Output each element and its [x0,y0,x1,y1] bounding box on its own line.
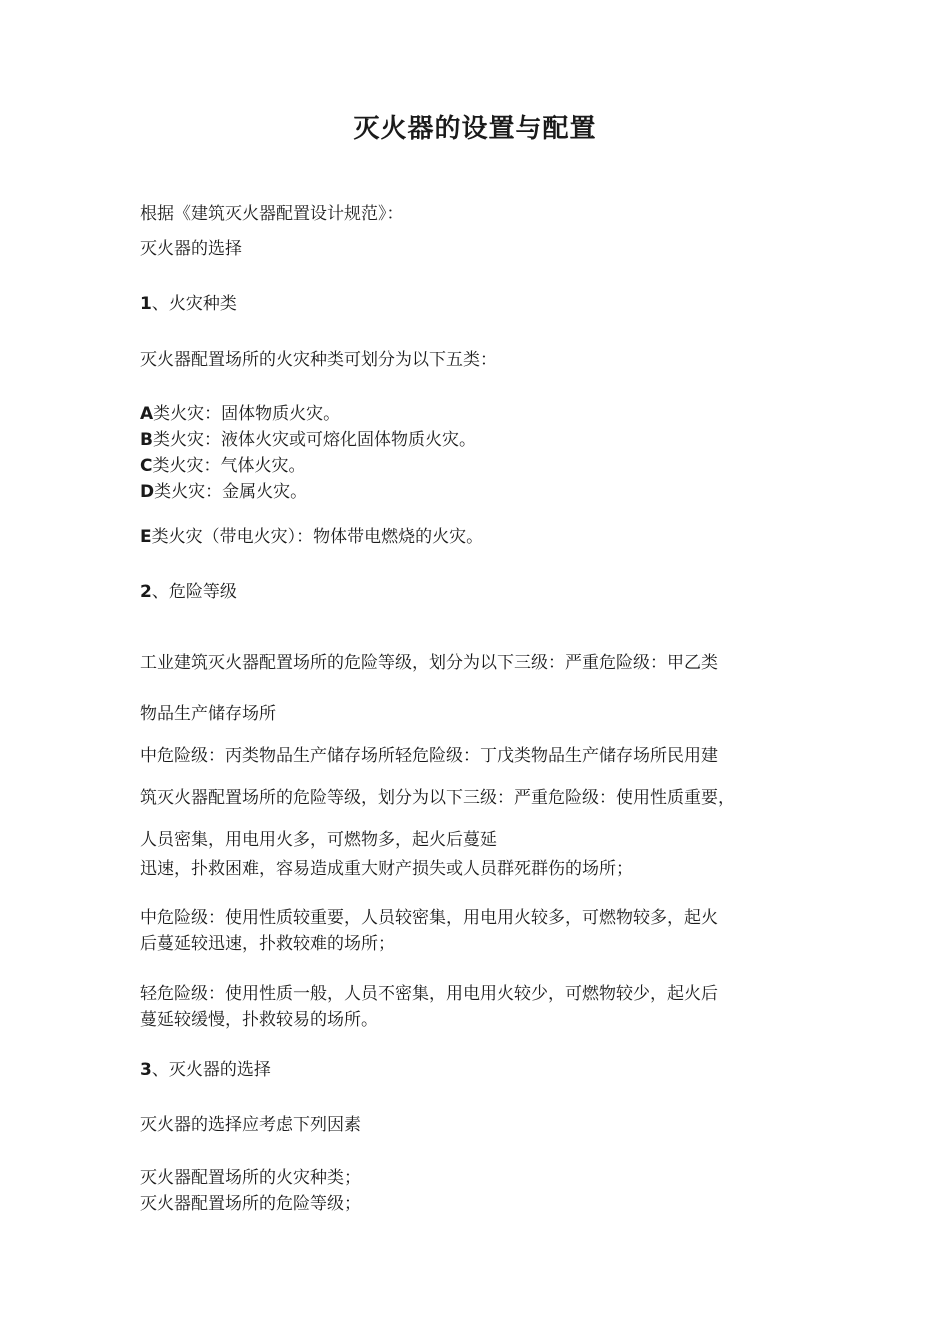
section2-line: 筑灭火器配置场所的危险等级，划分为以下三级：严重危险级：使用性质重要， [140,788,735,808]
fire-class-a [140,402,340,426]
fire-class-d [140,480,307,504]
subtitle-line: 灭火器的选择 [140,239,242,259]
fire-class-text: 类火灾：气体火灾。 [152,456,306,476]
fire-class-letter: E [140,527,152,547]
fire-class-e [140,525,483,549]
section2-line: 迅速，扑救困难，容易造成重大财产损失或人员群死群伤的场所； [140,859,633,879]
section1-heading [140,292,237,316]
fire-class-letter: C [140,456,153,476]
section2-line: 蔓延较缓慢，扑救较易的场所。 [140,1010,378,1030]
fire-class-text: 类火灾：固体物质火灾。 [153,404,341,424]
fire-class-letter: B [140,430,153,450]
fire-class-b [140,428,476,452]
section2-line: 后蔓延较迅速，扑救较难的场所； [140,934,395,954]
fire-class-text: 类火灾：液体火灾或可熔化固体物质火灾。 [152,430,476,450]
section2-line: 人员密集，用电用火多，可燃物多，起火后蔓延 [140,830,497,850]
section1-heading-text: 、火灾种类 [151,294,237,314]
fire-class-text: 类火灾：金属火灾。 [154,482,308,502]
section2-line: 中危险级：丙类物品生产储存场所轻危险级：丁戊类物品生产储存场所民用建 [140,746,718,766]
intro-line: 根据《建筑灭火器配置设计规范》： [140,204,404,224]
section2-heading-text: 、危险等级 [151,582,237,602]
section2-line: 轻危险级：使用性质一般，人员不密集，用电用火较少，可燃物较少，起火后 [140,984,718,1004]
fire-class-letter: D [140,482,155,502]
section3-number: 3 [140,1060,152,1080]
section2-line: 物品生产储存场所 [140,704,276,724]
document-title: 灭火器的设置与配置 [353,114,597,144]
fire-class-c [140,454,305,478]
section3-heading [140,1058,271,1082]
section3-heading-text: 、灭火器的选择 [151,1060,271,1080]
section1-lead: 灭火器配置场所的火灾种类可划分为以下五类： [140,350,497,370]
section1-number: 1 [140,294,152,314]
section2-line: 工业建筑灭火器配置场所的危险等级，划分为以下三级：严重危险级：甲乙类 [140,653,718,673]
section2-line: 中危险级：使用性质较重要，人员较密集，用电用火较多，可燃物较多，起火 [140,908,718,928]
section2-number: 2 [140,582,152,602]
selection-factor: 灭火器配置场所的火灾种类； [140,1168,361,1188]
section3-lead: 灭火器的选择应考虑下列因素 [140,1115,361,1135]
selection-factor: 灭火器配置场所的危险等级； [140,1194,361,1214]
section2-heading [140,580,237,604]
fire-class-letter: A [140,404,154,424]
fire-class-text: 类火灾（带电火灾）：物体带电燃烧的火灾。 [151,527,484,547]
